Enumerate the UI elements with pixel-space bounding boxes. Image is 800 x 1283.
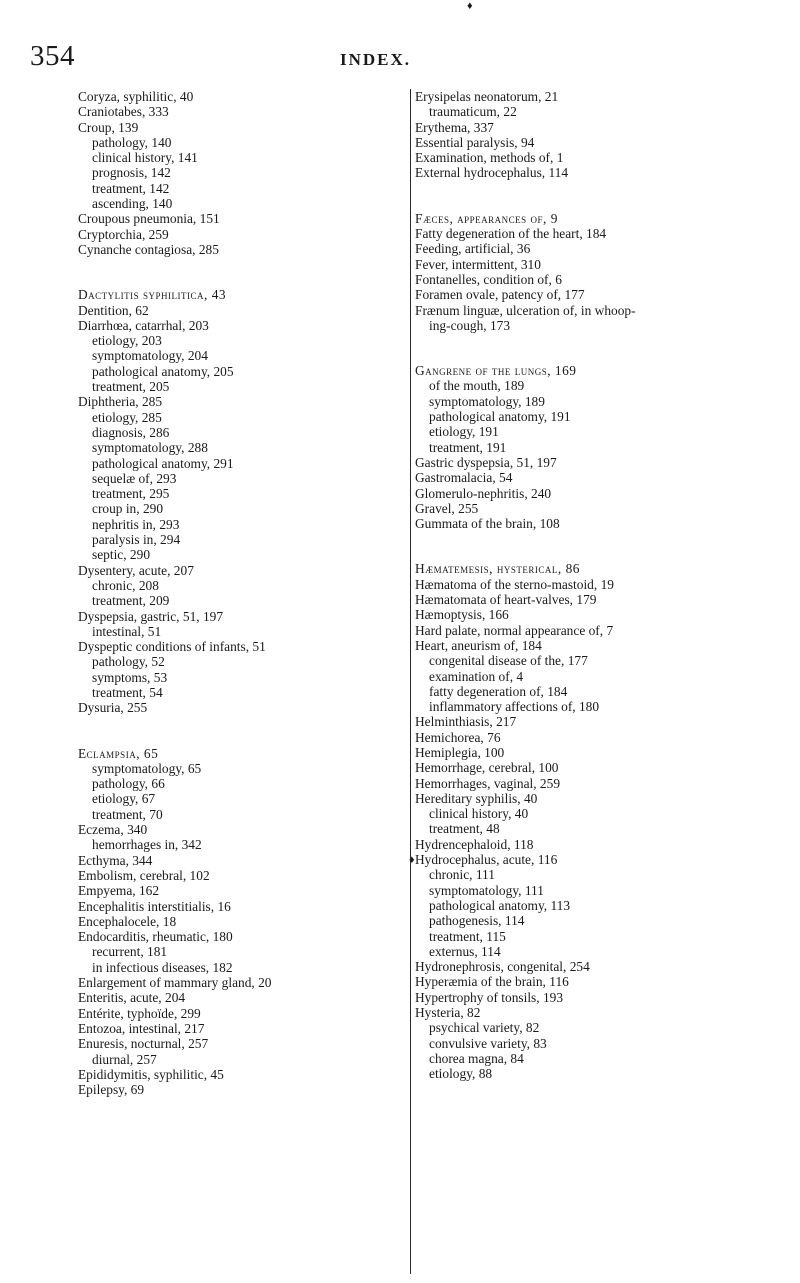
index-subentry: pathology, 140 <box>92 134 172 150</box>
index-entry: Enlargement of mammary gland, 20 <box>78 975 272 991</box>
index-entry: Hemorrhage, cerebral, 100 <box>415 760 559 776</box>
index-entry: Gummata of the brain, 108 <box>415 516 560 532</box>
index-subentry: pathology, 66 <box>92 776 165 792</box>
index-subentry: septic, 290 <box>92 547 151 563</box>
index-entry: Helminthiasis, 217 <box>415 714 517 730</box>
index-subentry: symptoms, 53 <box>92 669 168 685</box>
index-entry: Eczema, 340 <box>78 822 148 838</box>
index-entry: Epididymitis, syphilitic, 45 <box>78 1066 224 1082</box>
index-entry: Endocarditis, rheumatic, 180 <box>78 929 233 945</box>
index-subentry: in infectious diseases, 182 <box>92 959 233 975</box>
index-subentry: treatment, 70 <box>92 806 163 822</box>
index-entry: Gangrene of the lungs, 169 <box>415 363 577 379</box>
index-entry: Encephalitis interstitialis, 16 <box>78 898 231 914</box>
index-entry: Encephalocele, 18 <box>78 913 177 929</box>
index-entry: Croupous pneumonia, 151 <box>78 211 220 227</box>
index-entry: Craniotabes, 333 <box>78 104 169 120</box>
index-entry: Hemorrhages, vaginal, 259 <box>415 775 561 791</box>
index-entry: Hæmatomata of heart-valves, 179 <box>415 592 597 608</box>
index-subentry: treatment, 48 <box>429 821 500 837</box>
index-entry: Fæces, appearances of, 9 <box>415 210 558 226</box>
index-subentry: treatment, 205 <box>92 379 170 395</box>
index-entry: Glomerulo-nephritis, 240 <box>415 485 552 501</box>
printers-mark-icon: ♦ <box>409 854 415 866</box>
index-entry: Fatty degeneration of the heart, 184 <box>415 226 607 242</box>
index-subentry: nephritis in, 293 <box>92 516 180 532</box>
index-subentry: traumaticum, 22 <box>429 104 517 120</box>
index-subentry: treatment, 115 <box>429 928 506 944</box>
index-entry: Fontanelles, condition of, 6 <box>415 271 562 287</box>
index-entry: Hypertrophy of tonsils, 193 <box>415 989 564 1005</box>
index-entry: Hyperæmia of the brain, 116 <box>415 974 569 990</box>
index-subentry: convulsive variety, 83 <box>429 1035 547 1051</box>
index-subentry: externus, 114 <box>429 943 501 959</box>
index-entry: Cynanche contagiosa, 285 <box>78 241 219 257</box>
index-entry: Hysteria, 82 <box>415 1005 481 1021</box>
index-entry: Frænum linguæ, ulceration of, in whoop- <box>415 302 636 318</box>
index-entry: Dactylitis syphilitica, 43 <box>78 287 227 303</box>
index-entry: Epilepsy, 69 <box>78 1082 145 1098</box>
index-subentry: treatment, 142 <box>92 180 170 196</box>
index-subentry: paralysis in, 294 <box>92 532 181 548</box>
index-subentry: hemorrhages in, 342 <box>92 837 202 853</box>
index-subentry: etiology, 285 <box>92 409 162 425</box>
index-entry: Hydrencephaloid, 118 <box>415 836 534 852</box>
index-entry: Erythema, 337 <box>415 119 494 135</box>
index-entry: Hæmoptysis, 166 <box>415 607 509 623</box>
index-subentry: etiology, 191 <box>429 424 499 440</box>
index-entry: Essential paralysis, 94 <box>415 134 535 150</box>
index-subentry: examination of, 4 <box>429 668 524 684</box>
index-subentry: diurnal, 257 <box>92 1051 157 1067</box>
index-entry: Hydrocephalus, acute, 116 <box>415 852 558 868</box>
index-subentry: intestinal, 51 <box>92 623 162 639</box>
index-subentry: inflammatory affections of, 180 <box>429 699 600 715</box>
index-entry: External hydrocephalus, 114 <box>415 165 569 181</box>
index-entry: Hereditary syphilis, 40 <box>415 790 538 806</box>
index-entry: Enuresis, nocturnal, 257 <box>78 1036 209 1052</box>
index-column-left <box>78 89 398 1127</box>
index-entry: Hæmatoma of the sterno-mastoid, 19 <box>415 576 614 592</box>
index-subentry: pathogenesis, 114 <box>429 913 525 929</box>
index-entry: Examination, methods of, 1 <box>415 150 564 166</box>
index-subentry: prognosis, 142 <box>92 165 171 181</box>
printers-mark-icon: ♦ <box>467 0 473 12</box>
index-entry: Dentition, 62 <box>78 302 149 318</box>
index-subentry: clinical history, 141 <box>92 150 198 166</box>
index-entry: Hemiplegia, 100 <box>415 744 505 760</box>
index-subentry: symptomatology, 204 <box>92 348 208 364</box>
index-subentry: of the mouth, 189 <box>429 378 525 394</box>
index-entry: Cryptorchia, 259 <box>78 226 169 242</box>
index-section <box>415 561 795 1081</box>
index-subentry: pathological anatomy, 191 <box>429 409 571 425</box>
index-section <box>415 89 795 181</box>
index-entry: Feeding, artificial, 36 <box>415 241 531 257</box>
index-subentry: symptomatology, 111 <box>429 882 544 898</box>
index-section <box>78 287 398 715</box>
index-entry: Embolism, cerebral, 102 <box>78 867 210 883</box>
index-subentry: recurrent, 181 <box>92 944 168 960</box>
index-column-right <box>410 89 795 1274</box>
index-entry: Hemichorea, 76 <box>415 729 501 745</box>
index-entry: Ecthyma, 344 <box>78 852 153 868</box>
index-subentry: pathological anatomy, 113 <box>429 897 571 913</box>
index-entry: Empyema, 162 <box>78 883 160 899</box>
index-subentry: croup in, 290 <box>92 501 164 517</box>
index-entry: Entozoa, intestinal, 217 <box>78 1020 205 1036</box>
index-entry: Hard palate, normal appearance of, 7 <box>415 622 614 638</box>
index-entry: Dysentery, acute, 207 <box>78 562 194 578</box>
index-entry: Diarrhœa, catarrhal, 203 <box>78 317 209 333</box>
index-subentry: etiology, 203 <box>92 333 162 349</box>
index-section <box>415 363 795 531</box>
index-section <box>78 746 398 1098</box>
index-section <box>415 211 795 333</box>
index-entry: Heart, aneurism of, 184 <box>415 637 542 653</box>
page-number: 354 <box>30 40 75 72</box>
index-entry: Dyspepsia, gastric, 51, 197 <box>78 608 224 624</box>
index-subentry: treatment, 54 <box>92 684 163 700</box>
index-subentry: treatment, 295 <box>92 486 170 502</box>
index-entry: Hydronephrosis, congenital, 254 <box>415 959 590 975</box>
index-section <box>78 89 398 257</box>
index-entry: Foramen ovale, patency of, 177 <box>415 287 585 303</box>
index-subentry: pathology, 52 <box>92 654 165 670</box>
index-subentry: symptomatology, 189 <box>429 393 545 409</box>
index-subentry: congenital disease of the, 177 <box>429 653 588 669</box>
index-subentry: symptomatology, 65 <box>92 760 202 776</box>
running-title: INDEX. <box>340 50 412 69</box>
index-subentry: sequelæ of, 293 <box>92 470 177 486</box>
index-subentry: treatment, 209 <box>92 593 170 609</box>
page-header <box>0 40 800 70</box>
index-subentry: symptomatology, 288 <box>92 440 208 456</box>
index-subentry: ascending, 140 <box>92 196 173 212</box>
index-subentry: clinical history, 40 <box>429 806 529 822</box>
index-entry: Gravel, 255 <box>415 500 479 516</box>
index-subentry: chronic, 111 <box>429 867 495 883</box>
index-subentry: etiology, 88 <box>429 1066 493 1082</box>
index-subentry: etiology, 67 <box>92 791 156 807</box>
index-subentry: ing-cough, 173 <box>429 317 511 333</box>
index-subentry: chorea magna, 84 <box>429 1050 524 1066</box>
index-entry: Coryza, syphilitic, 40 <box>78 89 194 104</box>
index-entry: Gastric dyspepsia, 51, 197 <box>415 454 557 470</box>
index-entry: Diphtheria, 285 <box>78 394 163 410</box>
index-subentry: diagnosis, 286 <box>92 424 170 440</box>
index-subentry: pathological anatomy, 291 <box>92 455 234 471</box>
index-subentry: psychical variety, 82 <box>429 1020 540 1036</box>
index-entry: Croup, 139 <box>78 119 139 135</box>
index-subentry: fatty degeneration of, 184 <box>429 683 568 699</box>
index-subentry: treatment, 191 <box>429 439 507 455</box>
index-entry: Dyspeptic conditions of infants, 51 <box>78 639 266 655</box>
index-entry: Enteritis, acute, 204 <box>78 990 186 1006</box>
index-entry: Fever, intermittent, 310 <box>415 256 541 272</box>
index-entry: Erysipelas neonatorum, 21 <box>415 89 559 104</box>
index-entry: Entérite, typhoïde, 299 <box>78 1005 201 1021</box>
index-entry: Gastromalacia, 54 <box>415 470 513 486</box>
index-subentry: chronic, 208 <box>92 577 159 593</box>
index-entry: Dysuria, 255 <box>78 700 148 716</box>
index-entry: Hæmatemesis, hysterical, 86 <box>415 561 580 577</box>
index-entry: Eclampsia, 65 <box>78 745 159 761</box>
index-subentry: pathological anatomy, 205 <box>92 363 234 379</box>
